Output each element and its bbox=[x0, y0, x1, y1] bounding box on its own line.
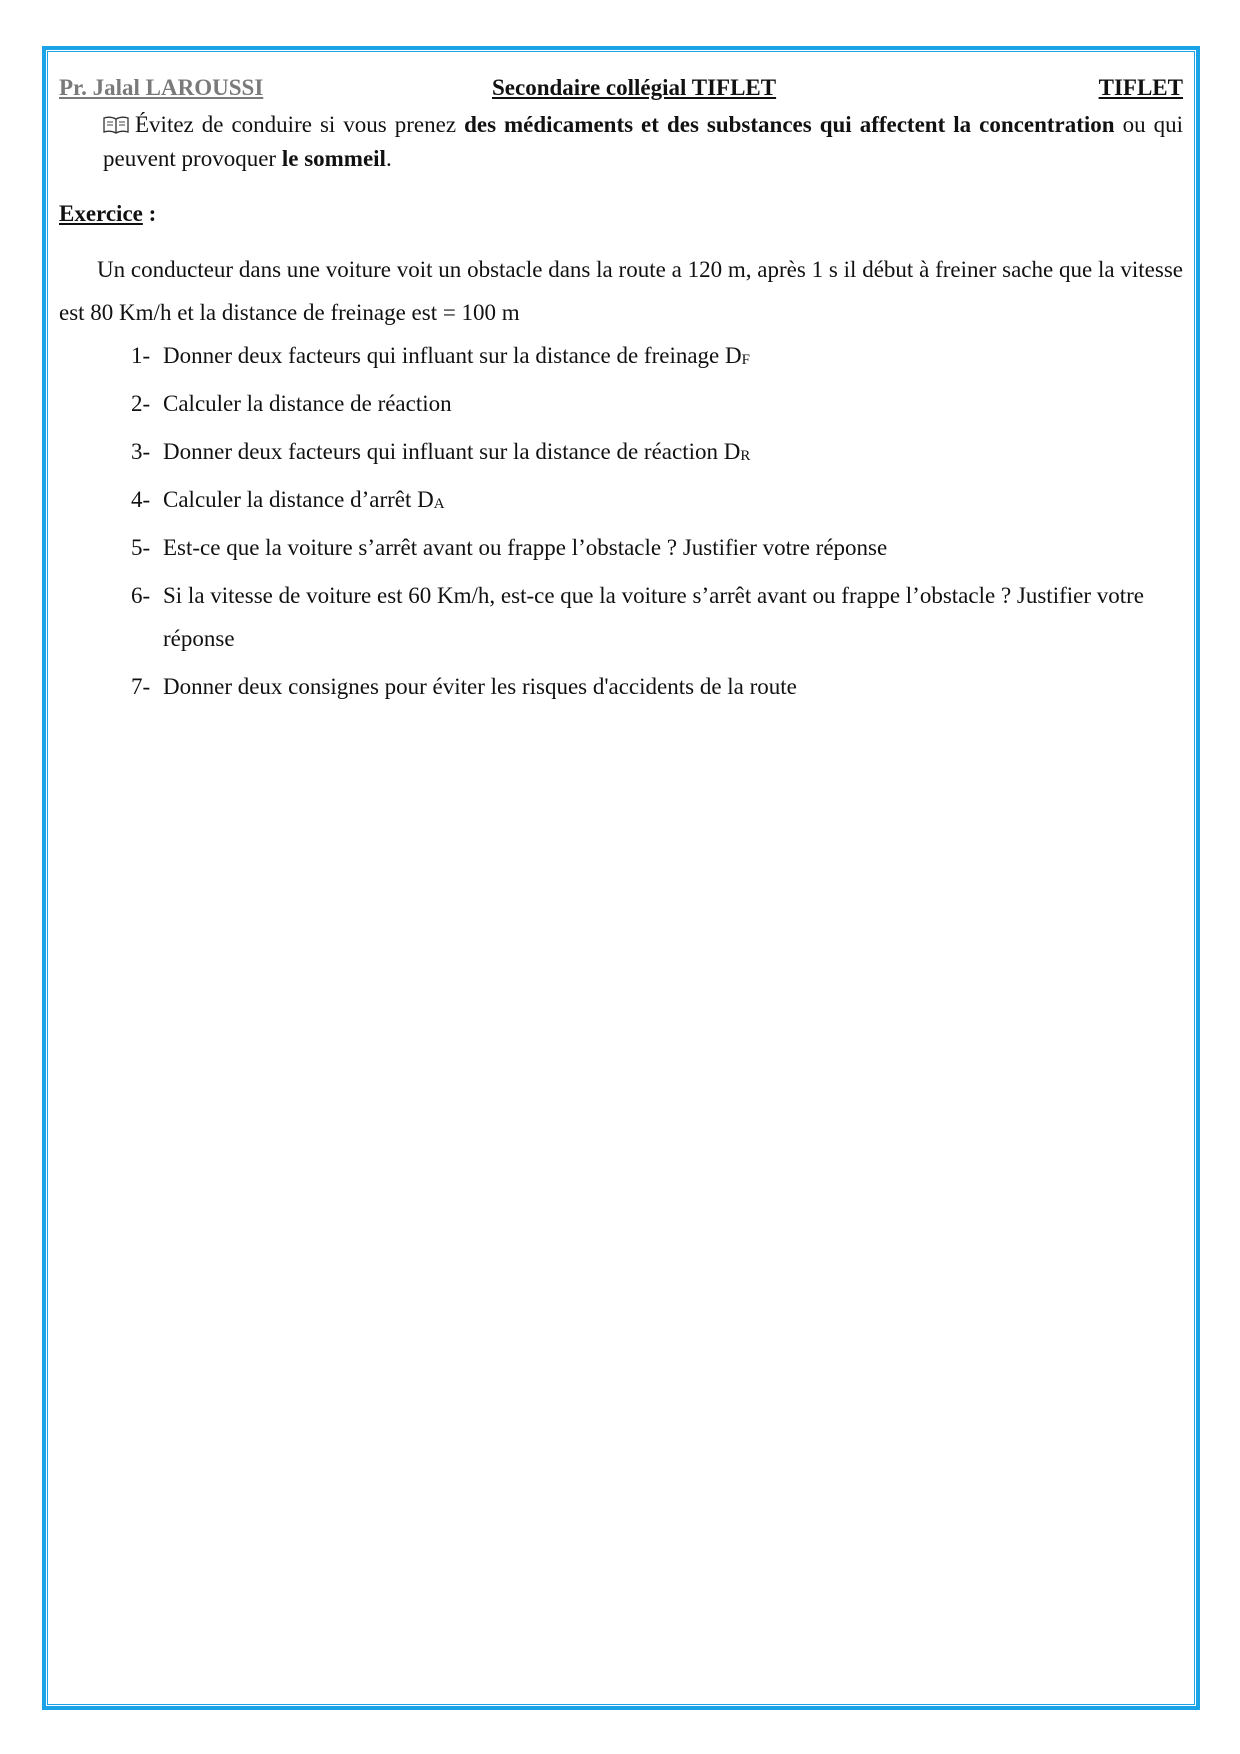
question-subscript: F bbox=[741, 352, 750, 369]
safety-warning bbox=[103, 108, 1183, 176]
question-number: 1- bbox=[131, 343, 151, 369]
header-city: TIFLET bbox=[1098, 75, 1183, 100]
question-number: 5- bbox=[131, 535, 151, 561]
question-number: 6- bbox=[131, 583, 151, 609]
question-text: Si la vitesse de voiture est 60 Km/h, est-ce que la voiture s’arrêt avant ou frappe l’obstacle ? Justifier votre réponse bbox=[163, 583, 1145, 652]
question-item bbox=[59, 382, 1183, 430]
document-content bbox=[59, 72, 1183, 713]
warning-text-after: . bbox=[385, 146, 392, 171]
question-subscript: R bbox=[740, 448, 751, 465]
question-item bbox=[59, 665, 1183, 713]
book-icon bbox=[103, 110, 129, 128]
question-list bbox=[59, 334, 1183, 713]
question-text: Calculer la distance de réaction bbox=[163, 391, 452, 417]
question-item bbox=[59, 478, 1183, 526]
warning-text-middle: ou qui peuvent provoquer bbox=[103, 112, 1184, 171]
header-school: Secondaire collégial TIFLET bbox=[492, 75, 777, 100]
exercise-title-suffix: : bbox=[142, 201, 157, 226]
question-number: 2- bbox=[131, 391, 151, 417]
exercise-title bbox=[59, 198, 1183, 230]
question-number: 3- bbox=[131, 439, 151, 465]
question-item bbox=[59, 334, 1183, 382]
header-author: Pr. Jalal LAROUSSI bbox=[59, 75, 264, 100]
question-subscript: A bbox=[433, 496, 445, 513]
question-item bbox=[59, 430, 1183, 478]
page-header bbox=[59, 72, 1183, 108]
question-text: Donner deux facteurs qui influant sur la distance de freinage D bbox=[163, 343, 742, 369]
question-text: Donner deux facteurs qui influant sur la distance de réaction D bbox=[163, 439, 741, 465]
question-item bbox=[59, 574, 1183, 665]
warning-text-before: Évitez de conduire si vous prenez bbox=[135, 112, 465, 137]
exercise-statement: Un conducteur dans une voiture voit un obstacle dans la route a 120 m, après 1 s il début à freiner sache que la vitesse est 80 Km/h et la distance de freinage est = 100 m bbox=[59, 257, 1183, 326]
question-item bbox=[59, 526, 1183, 574]
exercise-title-label: Exercice bbox=[59, 201, 143, 226]
question-number: 4- bbox=[131, 487, 151, 513]
warning-bold-substances: des médicaments et des substances qui affectent la concentration bbox=[464, 112, 1115, 137]
warning-bold-sleep: le sommeil bbox=[281, 146, 386, 171]
question-number: 7- bbox=[131, 674, 151, 700]
question-text: Calculer la distance d’arrêt D bbox=[163, 487, 434, 513]
question-text: Donner deux consignes pour éviter les risques d'accidents de la route bbox=[163, 674, 797, 700]
question-text: Est-ce que la voiture s’arrêt avant ou frappe l’obstacle ? Justifier votre réponse bbox=[163, 535, 888, 561]
